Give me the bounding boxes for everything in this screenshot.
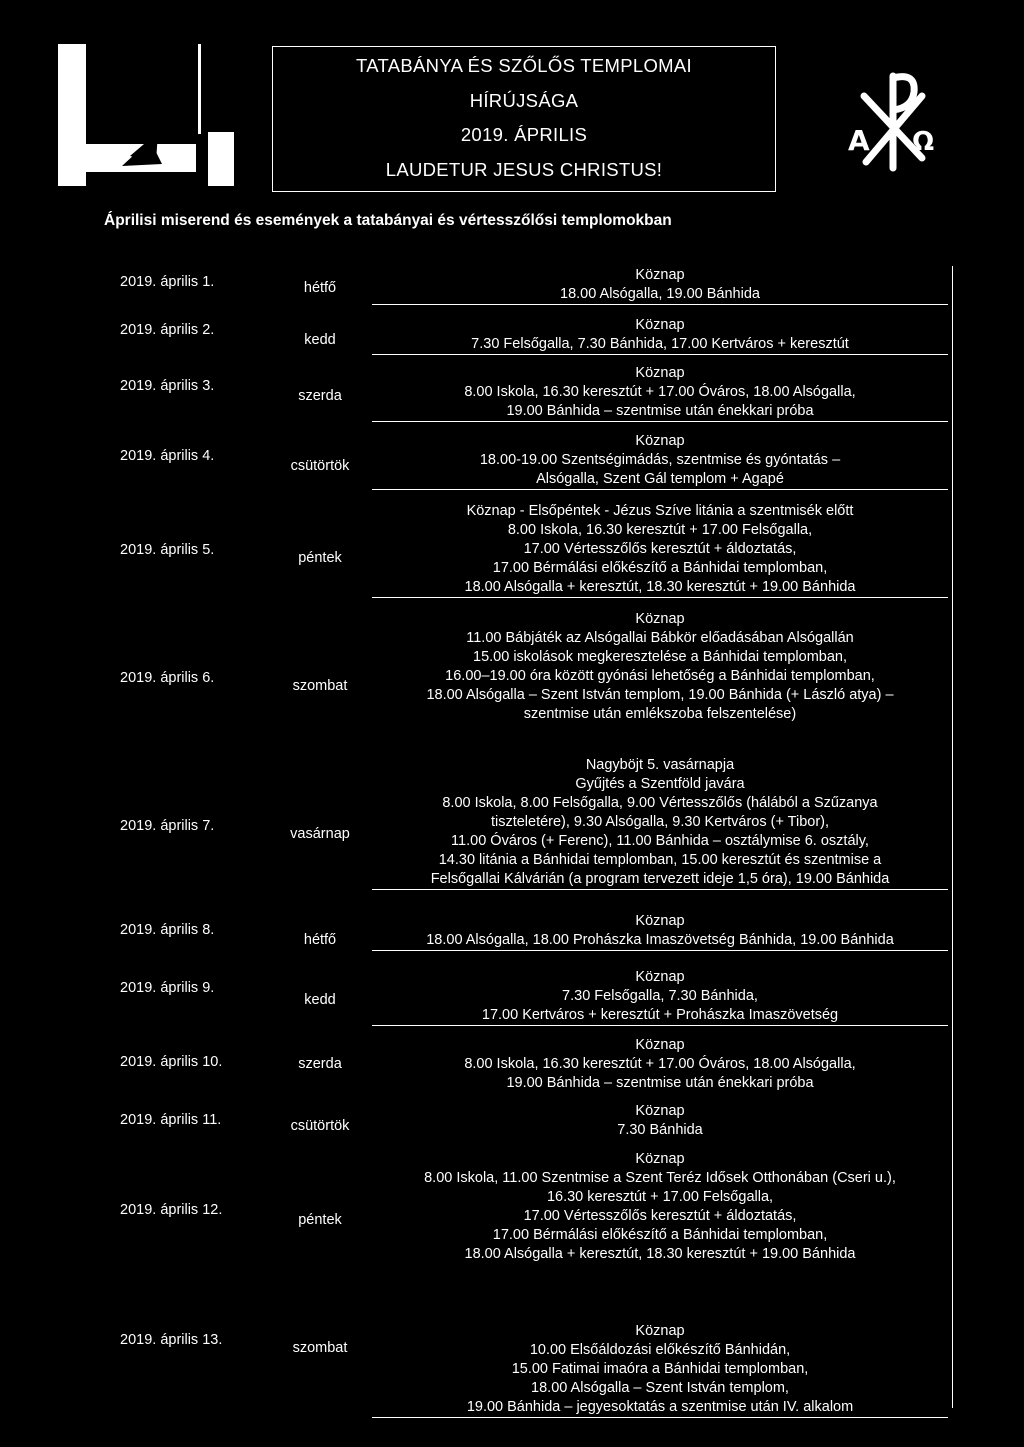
event-line: 10.00 Elsőáldozási előkészítő Bánhidán, <box>529 1342 791 1358</box>
row-weekday: szerda <box>298 388 342 404</box>
row-events <box>372 1322 948 1418</box>
event-line: Köznap <box>635 267 685 283</box>
row-weekday: hétfő <box>303 280 337 296</box>
event-line: 18.00-19.00 Szentségimádás, szentmise és gyóntatás – <box>479 452 841 468</box>
event-line: 17.00 Bérmálási előkészítő a Bánhidai templomban, <box>492 560 828 576</box>
church-logo <box>58 44 240 186</box>
row-weekday: szombat <box>292 1340 348 1356</box>
header-date: 2019. ÁPRILIS <box>460 124 588 145</box>
event-line: 8.00 Iskola, 16.30 keresztút + 17.00 Óváros, 18.00 Alsógalla, <box>464 384 856 400</box>
event-line: szentmise után emlékszoba felszentelése) <box>523 706 797 722</box>
event-line: 18.00 Alsógalla, 19.00 Bánhida <box>560 286 760 302</box>
row-date: 2019. április 12. <box>120 1202 223 1218</box>
event-line: 8.00 Iskola, 16.30 keresztút + 17.00 Óváros, 18.00 Alsógalla, <box>464 1056 856 1072</box>
header-motto: LAUDETUR JESUS CHRISTUS! <box>385 158 663 180</box>
row-date: 2019. április 5. <box>120 542 215 558</box>
newsletter-header <box>272 46 776 192</box>
row-date: 2019. április 8. <box>120 922 215 938</box>
row-date: 2019. április 6. <box>120 670 215 686</box>
event-line: 17.00 Vértesszőlős keresztút + áldoztatás, <box>523 541 797 557</box>
event-line: Köznap <box>635 1323 685 1339</box>
event-line: 17.00 Vértesszőlős keresztút + áldoztatás, <box>523 1208 797 1224</box>
event-line: Köznap <box>635 611 685 627</box>
event-line: 14.30 litánia a Bánhidai templomban, 15.00 keresztút és szentmise a <box>438 852 882 868</box>
event-line: Nagyböjt 5. vasárnapja <box>585 757 735 773</box>
event-line: 11.00 Óváros (+ Ferenc), 11.00 Bánhida – osztálymise 6. osztály, <box>451 833 869 849</box>
row-weekday: péntek <box>298 1212 342 1228</box>
event-line: Köznap - Elsőpéntek - Jézus Szíve litánia a szentmisék előtt <box>466 503 854 519</box>
event-line: 17.00 Kertváros + keresztút + Prohászka Imaszövetség <box>481 1007 839 1023</box>
event-line: Alsógalla, Szent Gál templom + Agapé <box>536 471 784 487</box>
row-events <box>372 364 948 422</box>
row-date: 2019. április 4. <box>120 448 215 464</box>
row-weekday: kedd <box>304 332 336 348</box>
row-weekday: csütörtök <box>290 458 350 474</box>
schedule-subtitle: Áprilisi miserend és események a tatabányai és vértesszőlősi templomokban <box>104 212 672 229</box>
event-line: 7.30 Felsőgalla, 7.30 Bánhida, <box>562 988 758 1004</box>
row-events <box>372 1102 948 1140</box>
row-events <box>372 1150 948 1264</box>
event-line: Köznap <box>635 969 685 985</box>
event-line: Köznap <box>635 1037 685 1053</box>
event-line: tiszteletére), 9.30 Alsógalla, 9.30 Kertváros (+ Tibor), <box>490 814 830 830</box>
row-date: 2019. április 7. <box>120 818 215 834</box>
row-events <box>372 968 948 1026</box>
table-right-border <box>952 266 953 1408</box>
event-line: 8.00 Iskola, 16.30 keresztút + 17.00 Felsőgalla, <box>507 522 813 538</box>
event-line: 18.00 Alsógalla – Szent István templom, <box>531 1380 789 1396</box>
header-title-line1: TATABÁNYA ÉS SZŐLŐS TEMPLOMAI <box>356 55 692 76</box>
event-line: Köznap <box>635 317 685 333</box>
event-line: 19.00 Bánhida – szentmise után énekkari próba <box>506 403 814 419</box>
row-weekday: péntek <box>298 550 342 566</box>
row-date: 2019. április 13. <box>120 1332 223 1348</box>
row-weekday: csütörtök <box>290 1118 350 1134</box>
row-weekday: kedd <box>304 992 336 1008</box>
row-weekday: szerda <box>298 1056 342 1072</box>
row-weekday: hétfő <box>303 932 337 948</box>
event-line: 18.00 Alsógalla, 18.00 Prohászka Imaszövetség Bánhida, 19.00 Bánhida <box>426 932 894 948</box>
row-events <box>372 912 948 951</box>
event-line: Köznap <box>635 1103 685 1119</box>
event-line: Köznap <box>635 365 685 381</box>
row-date: 2019. április 1. <box>120 274 215 290</box>
row-events <box>372 756 948 890</box>
event-line: Köznap <box>635 433 685 449</box>
event-line: 17.00 Bérmálási előkészítő a Bánhidai templomban, <box>492 1227 828 1243</box>
event-line: 15.00 iskolások megkeresztelése a Bánhidai templomban, <box>473 649 847 665</box>
event-line: 19.00 Bánhida – szentmise után énekkari próba <box>506 1075 814 1091</box>
chi-rho-alpha-omega-icon <box>842 58 944 184</box>
event-line: 15.00 Fatimai imaóra a Bánhidai templomban, <box>511 1361 809 1377</box>
event-line: 7.30 Bánhida <box>617 1122 703 1138</box>
row-date: 2019. április 9. <box>120 980 215 996</box>
event-line: Köznap <box>635 913 685 929</box>
row-events <box>372 266 948 305</box>
row-date: 2019. április 10. <box>120 1054 223 1070</box>
row-date: 2019. április 3. <box>120 378 215 394</box>
event-line: 8.00 Iskola, 8.00 Felsőgalla, 9.00 Vértesszőlős (hálából a Szűzanya <box>442 795 878 811</box>
row-weekday: szombat <box>292 678 348 694</box>
row-events <box>372 432 948 490</box>
row-date: 2019. április 2. <box>120 322 215 338</box>
event-line: 16.30 keresztút + 17.00 Felsőgalla, <box>546 1189 774 1205</box>
svg-text:A: A <box>848 124 870 157</box>
event-line: 7.30 Felsőgalla, 7.30 Bánhida, 17.00 Kertváros + keresztút <box>471 336 849 352</box>
event-line: Köznap <box>635 1151 685 1167</box>
event-line: 16.00–19.00 óra között gyónási lehetőség a Bánhidai templomban, <box>445 668 875 684</box>
header-title-line2: HÍRÚJSÁGA <box>469 89 579 111</box>
event-line: Gyűjtés a Szentföld javára <box>575 776 745 792</box>
row-weekday: vasárnap <box>290 826 350 842</box>
event-line: 18.00 Alsógalla + keresztút, 18.30 keresztút + 19.00 Bánhida <box>464 579 856 595</box>
row-events <box>372 502 948 598</box>
event-line: 11.00 Bábjáték az Alsógallai Bábkör előadásában Alsógallán <box>466 630 854 646</box>
row-events <box>372 610 948 724</box>
row-events <box>372 316 948 355</box>
event-line: 18.00 Alsógalla – Szent István templom, 19.00 Bánhida (+ László atya) – <box>426 687 894 703</box>
event-line: 8.00 Iskola, 11.00 Szentmise a Szent Teréz Idősek Otthonában (Cseri u.), <box>424 1170 896 1186</box>
row-date: 2019. április 11. <box>120 1112 222 1128</box>
event-line: 19.00 Bánhida – jegyesoktatás a szentmise után IV. alkalom <box>466 1399 854 1415</box>
event-line: Felsőgallai Kálvárián (a program tervezett ideje 1,5 óra), 19.00 Bánhida <box>430 871 890 887</box>
svg-text:Ω: Ω <box>912 127 935 157</box>
row-events <box>372 1036 948 1093</box>
event-line: 18.00 Alsógalla + keresztút, 18.30 keresztút + 19.00 Bánhida <box>464 1246 856 1262</box>
